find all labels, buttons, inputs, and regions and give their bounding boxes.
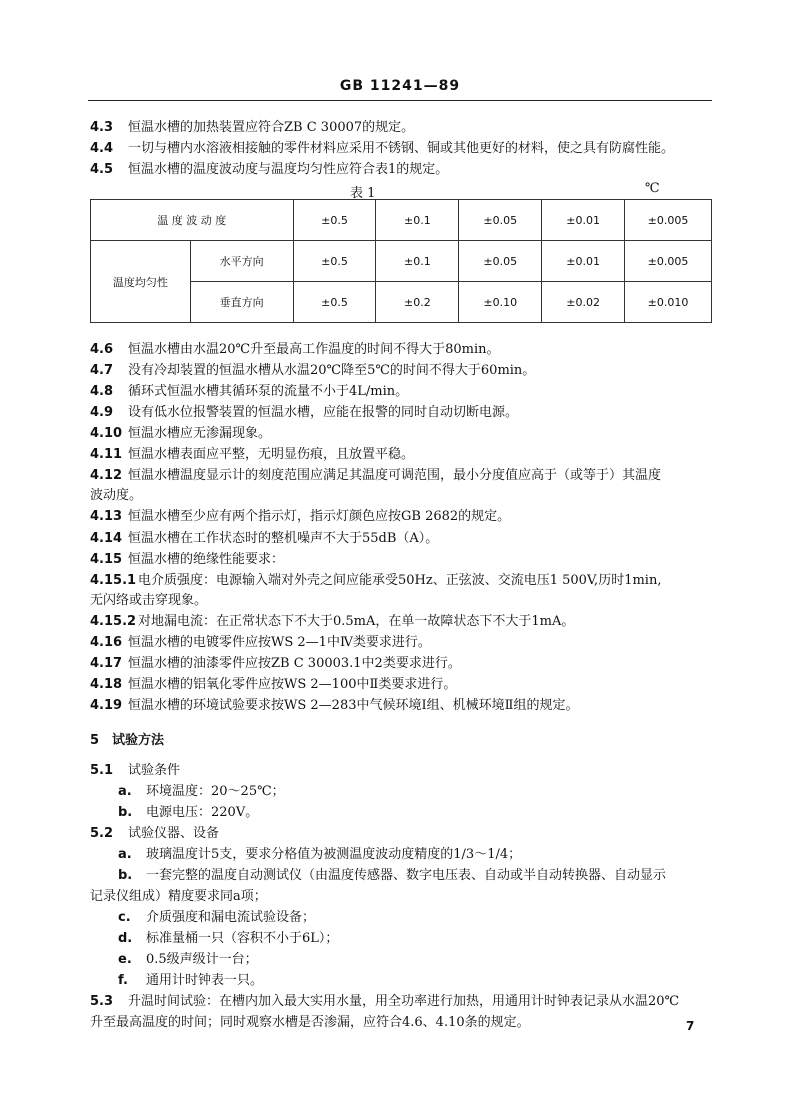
clause-number: 5.3: [90, 994, 114, 1009]
clause-line: [90, 634, 720, 652]
list-marker: b.: [118, 868, 133, 883]
clause-line: [90, 697, 720, 715]
clause-text: 一切与槽内水溶液相接触的零件材料应采用不锈钢、铜或其他更好的材料，使之具有防腐性能。: [128, 141, 675, 156]
clause-text: 波动度。: [90, 488, 143, 503]
clause-text: 恒温水槽至少应有两个指示灯，指示灯颜色应按GB 2682的规定。: [128, 509, 511, 524]
clause-text: 对地漏电流：在正常状态下不大于0.5mA，在单一故障状态下不大于1mA。: [138, 614, 575, 629]
clause-line: [90, 1014, 720, 1032]
table-cell: ±0.05: [459, 200, 542, 241]
clause-text: 电介质强度：电源输入端对外壳之间应能承受50Hz、正弦波、交流电压1 500V,历时1min,: [138, 573, 662, 588]
clause-text: 恒温水槽应无渗漏现象。: [128, 426, 272, 441]
section-number: 5: [90, 733, 100, 748]
list-text: 电源电压：220V。: [146, 805, 259, 820]
clause-4-3: [90, 119, 720, 137]
clause-number: 4.18: [90, 677, 123, 692]
list-text: 记录仪组成）精度要求同a项；: [90, 889, 267, 904]
list-text: 介质强度和漏电流试验设备；: [146, 910, 316, 925]
table-row: [91, 200, 712, 241]
clause-number: 4.11: [90, 447, 123, 462]
list-item: [118, 804, 748, 822]
list-item: [118, 909, 748, 927]
spec-table: [90, 199, 712, 323]
list-item: [118, 930, 748, 948]
list-item: [118, 951, 748, 969]
clause-number: 4.7: [90, 363, 114, 378]
table-cell: ±0.5: [293, 241, 376, 282]
list-marker: f.: [118, 973, 128, 988]
clause-number: 4.16: [90, 635, 123, 650]
clause-number: 4.19: [90, 698, 123, 713]
table-cell: ±0.2: [376, 282, 459, 323]
clause-line: [90, 613, 720, 631]
clause-line: [90, 762, 720, 780]
table-cell: ±0.01: [542, 200, 625, 241]
list-item: [118, 867, 748, 885]
row-header-uniformity: 温度均匀性: [91, 241, 191, 323]
doc-header: GB 11241—89: [339, 78, 461, 94]
clause-number: 4.6: [90, 342, 114, 357]
clause-number: 4.17: [90, 656, 123, 671]
clause-line: [90, 676, 720, 694]
list-marker: d.: [118, 931, 133, 946]
table-cell: ±0.010: [625, 282, 712, 323]
table-cell: ±0.02: [542, 282, 625, 323]
clause-line: [90, 592, 720, 610]
clause-text: 循环式恒温水槽其循环泵的流量不小于4L/min。: [128, 384, 409, 399]
clause-number: 5.2: [90, 826, 114, 841]
clause-text: 试验条件: [128, 763, 181, 778]
clause-number: 4.10: [90, 426, 123, 441]
clause-number: 4.9: [90, 405, 114, 420]
clause-number: 4.15.2: [90, 614, 137, 629]
clause-4-4: [90, 140, 720, 158]
clause-text: 恒温水槽由水温20℃升至最高工作温度的时间不得大于80min。: [128, 342, 500, 357]
table-caption: 表 1: [350, 186, 376, 201]
clause-number: 4.8: [90, 384, 114, 399]
table-cell: ±0.5: [293, 282, 376, 323]
clause-line: [90, 487, 720, 505]
row-header-fluctuation: 温 度 波 动 度: [91, 200, 294, 241]
header-rule: [88, 100, 712, 101]
clause-number: 4.15: [90, 552, 123, 567]
clause-number: 4.13: [90, 509, 123, 524]
table-cell: ±0.1: [376, 241, 459, 282]
clause-number: 4.5: [90, 162, 114, 177]
clause-text: 恒温水槽在工作状态时的整机噪声不大于55dB（A）。: [128, 531, 439, 546]
clause-number: 4.15.1: [90, 573, 137, 588]
clause-line: [90, 508, 720, 526]
list-item: [118, 783, 748, 801]
clause-text: 升温时间试验：在槽内加入最大实用水量，用全功率进行加热，用通用计时钟表记录从水温20℃: [128, 994, 680, 1009]
clause-text: 恒温水槽的绝缘性能要求：: [128, 552, 285, 567]
list-marker: a.: [118, 784, 132, 799]
clause-text: 试验仪器、设备: [128, 826, 220, 841]
clause-text: 升至最高温度的时间；同时观察水槽是否渗漏，应符合4.6、4.10条的规定。: [90, 1015, 530, 1030]
list-item: [118, 846, 748, 864]
clause-text: 恒温水槽的电镀零件应按WS 2—1中Ⅳ类要求进行。: [128, 635, 431, 650]
clause-4-5: [90, 161, 720, 179]
clause-line: [90, 467, 720, 485]
list-text: 通用计时钟表一只。: [146, 973, 264, 988]
list-text: 标准量桶一只（容积不小于6L）；: [146, 931, 339, 946]
list-text: 玻璃温度计5支，要求分格值为被测温度波动度精度的1/3～1/4；: [146, 847, 522, 862]
clause-line: [90, 572, 720, 590]
clause-number: 4.12: [90, 468, 123, 483]
clause-number: 4.14: [90, 531, 123, 546]
table-cell: ±0.005: [625, 241, 712, 282]
clause-line: [90, 341, 720, 359]
section-heading: 试验方法: [112, 733, 165, 748]
clause-text: 设有低水位报警装置的恒温水槽，应能在报警的同时自动切断电源。: [128, 405, 519, 420]
clause-line: [90, 404, 720, 422]
list-item-continued: [90, 888, 720, 906]
row-subheader-vertical: 垂直方向: [190, 282, 293, 323]
clause-text: 恒温水槽的温度波动度与温度均匀性应符合表1的规定。: [128, 162, 449, 177]
table-row: [91, 241, 712, 282]
table-cell: ±0.005: [625, 200, 712, 241]
table-cell: ±0.1: [376, 200, 459, 241]
clause-line: [90, 383, 720, 401]
clause-line: [90, 425, 720, 443]
clause-line: [90, 655, 720, 673]
list-marker: b.: [118, 805, 133, 820]
clause-line: [90, 993, 720, 1011]
clause-text: 恒温水槽表面应平整，无明显伤痕，且放置平稳。: [128, 447, 415, 462]
list-marker: c.: [118, 910, 131, 925]
table-unit: ℃: [645, 181, 660, 196]
table-cell: ±0.5: [293, 200, 376, 241]
table-cell: ±0.10: [459, 282, 542, 323]
clause-number: 4.4: [90, 141, 114, 156]
list-text: 环境温度：20～25℃；: [146, 784, 285, 799]
clause-text: 恒温水槽的铝氧化零件应按WS 2—100中Ⅱ类要求进行。: [128, 677, 457, 692]
page-number: 7: [686, 1019, 695, 1033]
clause-text: 恒温水槽的油漆零件应按ZB C 30003.1中2类要求进行。: [128, 656, 461, 671]
clause-line: [90, 551, 720, 569]
clause-line: [90, 362, 720, 380]
clause-line: [90, 446, 720, 464]
clause-number: 4.3: [90, 120, 114, 135]
clause-text: 恒温水槽的环境试验要求按WS 2—283中气候环境Ⅰ组、机械环境Ⅱ组的规定。: [128, 698, 579, 713]
section-title: [90, 732, 720, 750]
clause-line: [90, 825, 720, 843]
clause-text: 无闪络或击穿现象。: [90, 593, 208, 608]
clause-line: [90, 530, 720, 548]
list-item: [118, 972, 748, 990]
clause-text: 恒温水槽温度显示计的刻度范围应满足其温度可调范围，最小分度值应高于（或等于）其温度: [128, 468, 662, 483]
clause-text: 没有冷却装置的恒温水槽从水温20℃降至5℃的时间不得大于60min。: [128, 363, 536, 378]
list-text: 一套完整的温度自动测试仪（由温度传感器、数字电压表、自动或半自动转换器、自动显示: [146, 868, 667, 883]
clause-text: 恒温水槽的加热装置应符合ZB C 30007的规定。: [128, 120, 415, 135]
table-cell: ±0.05: [459, 241, 542, 282]
list-text: 0.5级声级计一台；: [146, 952, 258, 967]
list-marker: e.: [118, 952, 132, 967]
clause-number: 5.1: [90, 763, 114, 778]
row-subheader-horizontal: 水平方向: [190, 241, 293, 282]
list-marker: a.: [118, 847, 132, 862]
table-cell: ±0.01: [542, 241, 625, 282]
